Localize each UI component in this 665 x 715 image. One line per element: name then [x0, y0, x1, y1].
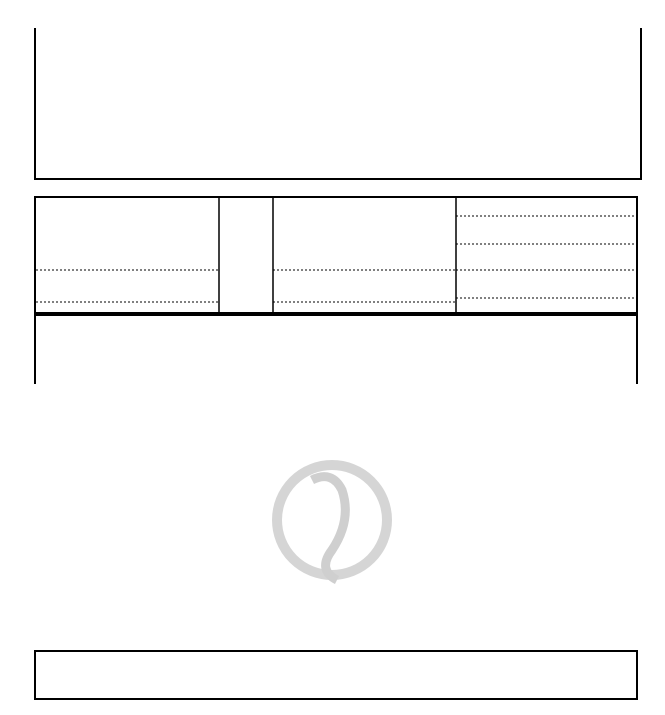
file-band-bottom: [34, 650, 638, 700]
watermark-seal: [277, 465, 387, 580]
